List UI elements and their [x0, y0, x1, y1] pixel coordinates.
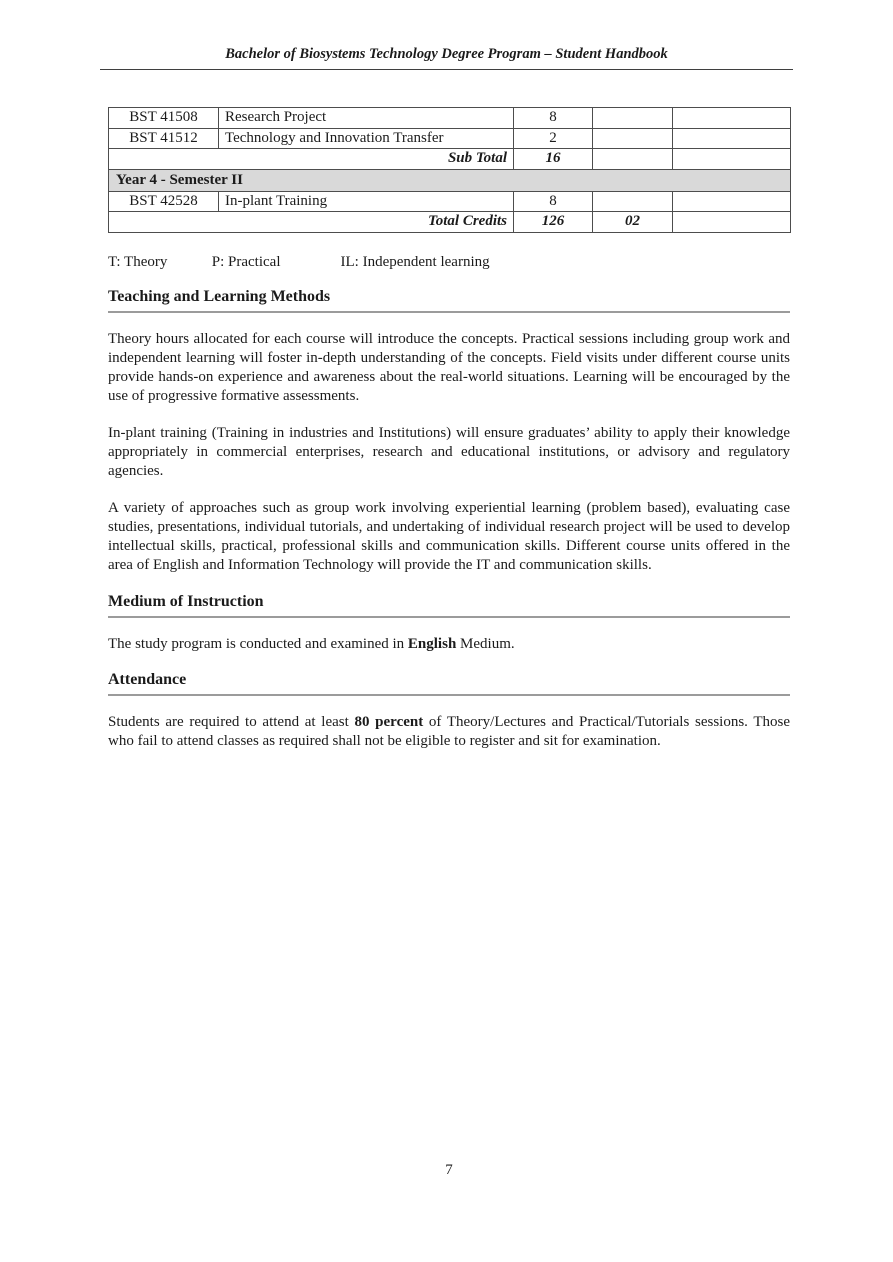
empty-cell: [593, 149, 673, 170]
page-header: [100, 46, 793, 70]
page-number: 7: [445, 1162, 453, 1178]
page-body: [108, 107, 790, 752]
header-title: Bachelor of Biosystems Technology Degree Program – Student Handbook: [225, 46, 668, 62]
paragraph-teaching-2: In-plant training (Training in industries and Institutions) will ensure graduates’ ability to apply their knowledge appropriately in commercial enterprises, research and educational institutions, or advisory and regulatory agencies.: [108, 424, 790, 480]
subtotal-label-cell: Sub Total: [109, 149, 514, 170]
table-row-total: [109, 212, 791, 233]
abbreviation-legend: [108, 254, 790, 271]
empty-cell: [593, 128, 673, 149]
course-credits-cell: 2: [514, 128, 593, 149]
attendance-text-before: Students are required to attend at least: [108, 714, 355, 731]
table-row-course: [109, 191, 791, 212]
attendance-text-after: of Theory/Lectures and Practical/Tutorials sessions. Those who fail to attend classes as required shall not be eligible to register and sit for examination.: [108, 714, 791, 750]
empty-cell: [673, 108, 791, 129]
section-header-cell: Year 4 - Semester II: [109, 169, 791, 191]
course-code-cell: BST 41512: [109, 128, 219, 149]
course-title-cell: Research Project: [219, 108, 514, 129]
empty-cell: [593, 191, 673, 212]
total-credits-cell: 126: [514, 212, 593, 233]
course-code-cell: BST 42528: [109, 191, 219, 212]
course-credits-cell: 8: [514, 191, 593, 212]
total-label-cell: Total Credits: [109, 212, 514, 233]
course-credits-cell: 8: [514, 108, 593, 129]
course-title-cell: In-plant Training: [219, 191, 514, 212]
subtotal-value-cell: 16: [514, 149, 593, 170]
medium-text-bold: English: [407, 635, 457, 652]
paragraph-teaching-3: A variety of approaches such as group work involving experiential learning (problem based), evaluating case studies, presentations, individual tutorials, and undertaking of individual research project will be used to develop intellectual skills, practical, professional skills and communication skills. Different course units offered in the area of English and Information Technology will provide the IT and communication skills.: [108, 499, 790, 574]
table-row-course: [109, 128, 791, 149]
medium-text-after: Medium.: [456, 635, 515, 652]
table-row-subtotal: [109, 149, 791, 170]
course-table: [108, 107, 791, 233]
empty-cell: [673, 149, 791, 170]
section-title-attendance: Attendance: [108, 671, 790, 696]
section-title-teaching: Teaching and Learning Methods: [108, 288, 790, 313]
table-row-course: [109, 108, 791, 129]
attendance-text-bold: 80 percent: [354, 714, 424, 731]
course-code-cell: BST 41508: [109, 108, 219, 129]
total-col4-cell: 02: [593, 212, 673, 233]
section-title-medium: Medium of Instruction: [108, 593, 790, 618]
empty-cell: [673, 191, 791, 212]
legend-item-theory: T: Theory: [108, 253, 168, 270]
medium-text-before: The study program is conducted and examined in: [108, 635, 408, 652]
legend-item-il: IL: Independent learning: [340, 253, 490, 270]
course-title-cell: Technology and Innovation Transfer: [219, 128, 514, 149]
paragraph-attendance: [108, 713, 790, 752]
empty-cell: [673, 128, 791, 149]
empty-cell: [593, 108, 673, 129]
empty-cell: [673, 212, 791, 233]
paragraph-teaching-1: Theory hours allocated for each course will introduce the concepts. Practical sessions including group work and independent learning will foster in-depth understanding of the concepts. Field visits under different course units provide hands-on experience and awareness about the real-world situations. Learning will be encouraged by the use of progressive formative assessments.: [108, 330, 790, 405]
paragraph-medium: [108, 635, 790, 654]
legend-item-practical: P: Practical: [211, 253, 281, 270]
table-row-section-header: [109, 169, 791, 191]
